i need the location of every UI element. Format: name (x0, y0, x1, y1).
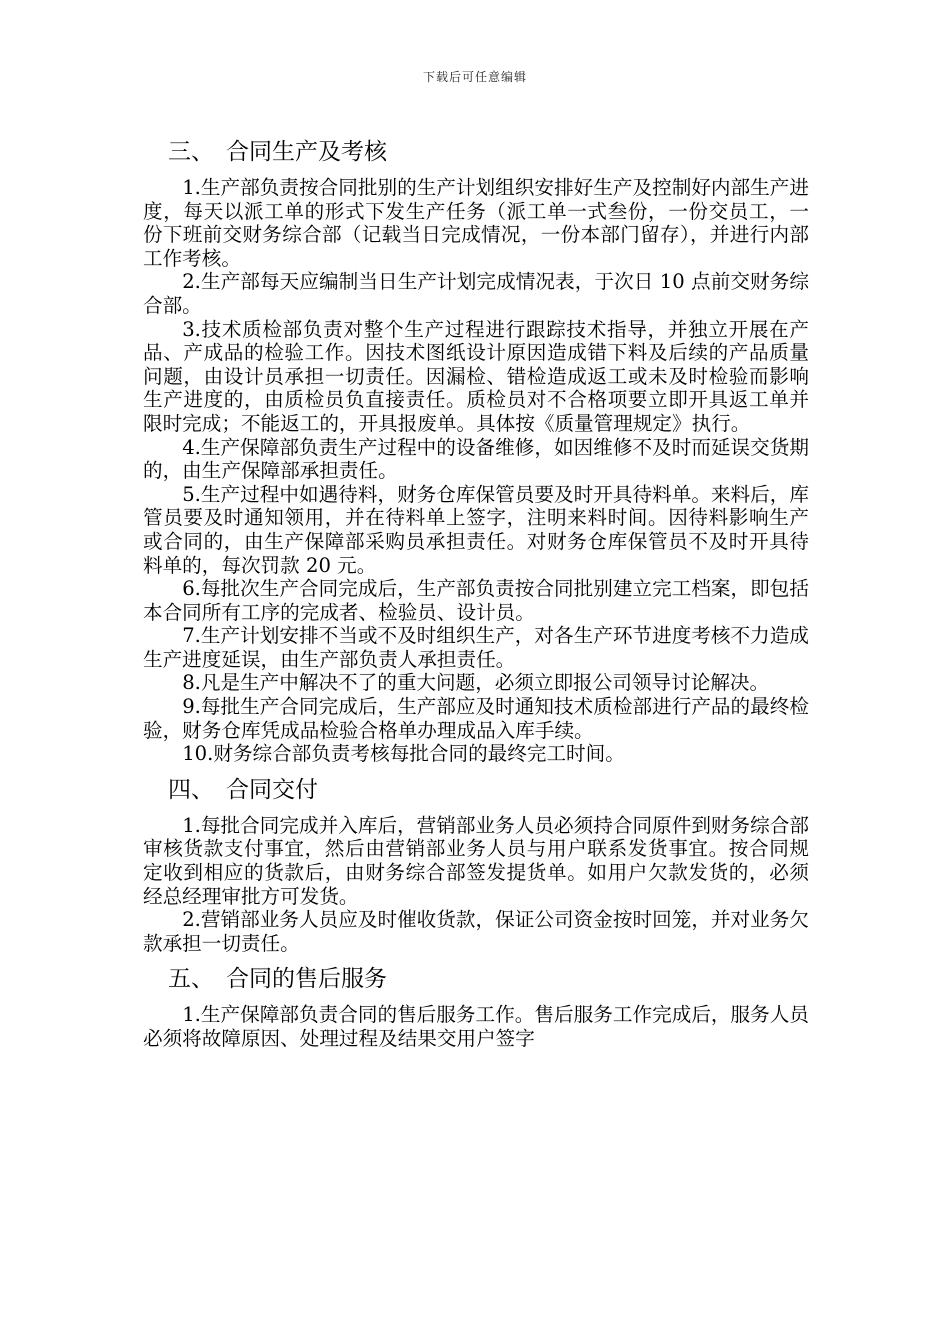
paragraph: 9.每批生产合同完成后，生产部应及时通知技术质检部进行产品的最终检验，财务仓库凭成品检验合格单办理成品入库手续。 (143, 695, 809, 742)
section-number: 四、 (168, 776, 214, 803)
paragraph: 8.凡是生产中解决不了的重大问题，必须立即报公司领导讨论解决。 (182, 671, 770, 695)
section-title-text: 合同的售后服务 (226, 966, 387, 993)
section-heading (168, 134, 809, 170)
paragraph: 1.生产保障部负责合同的售后服务工作。售后服务工作完成后，服务人员必须将故障原因、处理过程及结果交用户签字 (143, 1003, 809, 1050)
section-heading (168, 961, 809, 997)
paragraph: 3.技术质检部负责对整个生产过程进行跟踪技术指导，并独立开展在产品、产成品的检验工作。因技术图纸设计原因造成错下料及后续的产品质量问题，由设计员承担一切责任。因漏检、错检造成返工或未及时检验而影响生产进度的，由质检员负直接责任。质检员对不合格项要立即开具返工单并限时完成；不能返工的，开具报废单。具体按《质量管理规定》执行。 (143, 317, 809, 435)
paragraph: 6.每批次生产合同完成后，生产部负责按合同批别建立完工档案，即包括本合同所有工序的完成者、检验员、设计员。 (143, 577, 809, 624)
paragraph: 4.生产保障部负责生产过程中的设备维修，如因维修不及时而延误交货期的，由生产保障部承担责任。 (143, 435, 809, 483)
paragraph: 2.生产部每天应编制当日生产计划完成情况表，于次日 10 点前交财务综合部。 (143, 270, 809, 317)
paragraph: 1.每批合同完成并入库后，营销部业务人员必须持合同原件到财务综合部审核货款支付事宜，然后由营销部业务人员与用户联系发货事宜。按合同规定收到相应的货款后，由财务综合部签发提货单。如用户欠款发货的，必须经总经理审批方可发货。 (143, 813, 809, 908)
paragraph: 2.营销部业务人员应及时催收货款，保证公司资金按时回笼，并对业务欠款承担一切责任。 (143, 908, 809, 955)
section-number: 三、 (168, 139, 214, 165)
paragraph: 5.生产过程中如遇待料，财务仓库保管员要及时开具待料单。来料后，库管员要及时通知领用，并在待料单上签字，注明来料时间。因待料影响生产或合同的，由生产保障部采购员承担责任。对财务仓库保管员不及时开具待料单的，每次罚款 20 元。 (143, 482, 809, 577)
paragraph: 7.生产计划安排不当或不及时组织生产，对各生产环节进度考核不力造成生产进度延误，由生产部负责人承担责任。 (143, 624, 809, 671)
section-title-text: 合同交付 (226, 776, 318, 803)
section-title-text: 合同生产及考核 (226, 139, 387, 165)
section-heading (168, 772, 809, 808)
paragraph: 1.生产部负责按合同批别的生产计划组织安排好生产及控制好内部生产进度，每天以派工单的形式下发生产任务（派工单一式叁份，一份交员工，一份下班前交财务综合部（记载当日完成情况，一份本部门留存），并进行内部工作考核。 (143, 176, 809, 270)
section-number: 五、 (168, 966, 214, 993)
document-body (143, 128, 809, 1051)
page-header: 下载后可任意编辑 (422, 70, 527, 84)
paragraph: 10.财务综合部负责考核每批合同的最终完工时间。 (182, 742, 625, 766)
